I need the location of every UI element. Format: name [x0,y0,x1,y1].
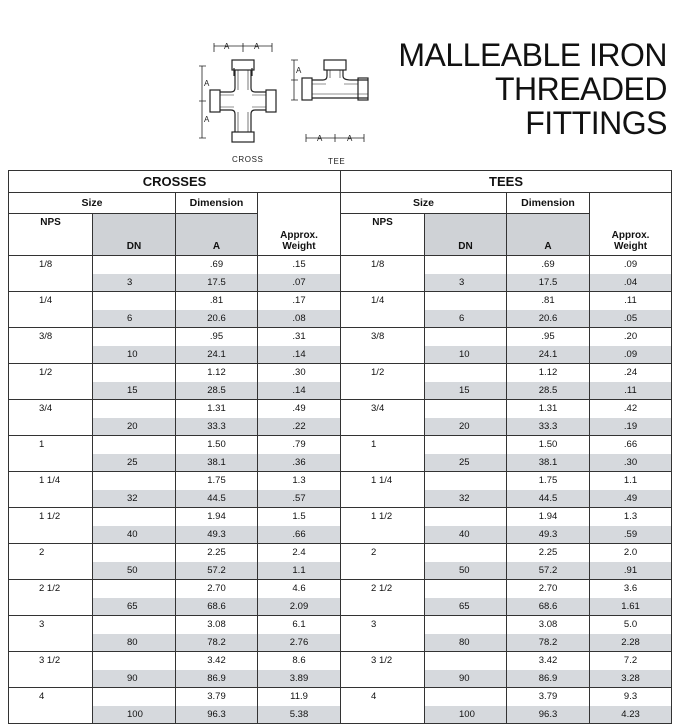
crosses-nps-cell: 1/8 [9,256,93,274]
tees-nps-cell: 3 1/2 [341,652,425,670]
crosses-a-inch-cell: .69 [176,256,258,274]
tees-a-mm-cell: 38.1 [507,454,590,472]
tees-a-inch-cell: 1.31 [507,400,590,418]
page-title [398,38,667,140]
tees-dn-cell: 15 [425,382,507,400]
crosses-dn-cell [93,688,176,706]
tees-a-mm-cell: 24.1 [507,346,590,364]
crosses-nps-cell: 3 [9,616,93,634]
crosses-nps-cell: 1 1/2 [9,508,93,526]
tees-nps-cell: 1 1/2 [341,508,425,526]
crosses-a-inch-cell: 1.31 [176,400,258,418]
crosses-nps-cell [9,346,93,364]
tees-a-inch-cell: 2.70 [507,580,590,598]
crosses-nps-cell: 1 1/4 [9,472,93,490]
tees-weight-kg-cell: 1.61 [590,598,672,616]
tees-a-inch-cell: 1.75 [507,472,590,490]
crosses-dn-cell: 10 [93,346,176,364]
crosses-weight-lb-cell: 6.1 [258,616,341,634]
tees-dn-cell: 20 [425,418,507,436]
table-row [9,364,672,382]
crosses-weight-lb-cell: 1.5 [258,508,341,526]
tees-dn-cell: 50 [425,562,507,580]
tees-weight-lb-cell: .24 [590,364,672,382]
tees-dn-cell: 3 [425,274,507,292]
crosses-dn-cell: 6 [93,310,176,328]
tees-a-inch-cell: 1.12 [507,364,590,382]
tees-weight-kg-cell: .19 [590,418,672,436]
crosses-a-inch-cell: 1.12 [176,364,258,382]
crosses-a-inch-cell: 3.79 [176,688,258,706]
crosses-nps-cell [9,634,93,652]
crosses-weight-lb-cell: 11.9 [258,688,341,706]
table-row [9,418,672,436]
table-row [9,454,672,472]
tees-weight-lb-cell: 5.0 [590,616,672,634]
crosses-size-header: Size [9,193,176,214]
crosses-nps-cell [9,310,93,328]
tees-weight-kg-cell: .49 [590,490,672,508]
tees-weight-lb-cell: .09 [590,256,672,274]
crosses-dn-cell: 100 [93,706,176,724]
tees-dn-cell [425,328,507,346]
tees-weight-kg-cell: 4.23 [590,706,672,724]
crosses-nps-cell [9,418,93,436]
tees-a-inch-cell: 3.08 [507,616,590,634]
crosses-weight-lb-cell: .15 [258,256,341,274]
crosses-a-mm-cell: 44.5 [176,490,258,508]
crosses-nps-cell: 3/4 [9,400,93,418]
tee-dim-label-bottom-1: A [317,134,323,143]
crosses-a-mm-cell: 96.3 [176,706,258,724]
tees-nps-cell: 3 [341,616,425,634]
crosses-nps-cell: 1/4 [9,292,93,310]
tees-weight-lb-cell: .42 [590,400,672,418]
tees-nps-cell: 2 [341,544,425,562]
crosses-weight-lb-cell: .49 [258,400,341,418]
crosses-nps-cell: 3 1/2 [9,652,93,670]
crosses-dn-cell [93,328,176,346]
tees-a-inch-cell: .95 [507,328,590,346]
table-row [9,526,672,544]
tees-a-mm-cell: 28.5 [507,382,590,400]
crosses-dn-cell [93,400,176,418]
crosses-a-inch-cell: 2.70 [176,580,258,598]
crosses-weight-kg-cell: 5.38 [258,706,341,724]
crosses-weight-kg-cell: .14 [258,346,341,364]
tees-weight-lb-cell: 9.3 [590,688,672,706]
tees-nps-cell [341,706,425,724]
crosses-nps-cell: 1/2 [9,364,93,382]
table-row [9,634,672,652]
crosses-nps-cell: 3/8 [9,328,93,346]
table-row [9,256,672,274]
crosses-dn-cell [93,364,176,382]
crosses-a-mm-cell: 38.1 [176,454,258,472]
tees-dn-cell [425,616,507,634]
tees-weight-lb-cell: 3.6 [590,580,672,598]
tees-dn-cell: 80 [425,634,507,652]
crosses-a-mm-cell: 78.2 [176,634,258,652]
crosses-nps-cell [9,382,93,400]
cross-dim-label-top-2: A [254,42,260,51]
tees-nps-cell: 3/4 [341,400,425,418]
tees-a-mm-cell: 49.3 [507,526,590,544]
tees-a-mm-cell: 86.9 [507,670,590,688]
tees-weight-lb-cell: .66 [590,436,672,454]
crosses-a-mm-cell: 86.9 [176,670,258,688]
crosses-dn-cell: 90 [93,670,176,688]
crosses-dn-cell [93,544,176,562]
tees-a-inch-cell: .81 [507,292,590,310]
tees-a-inch-cell: 1.94 [507,508,590,526]
tees-a-mm-cell: 57.2 [507,562,590,580]
table-row [9,436,672,454]
tees-dn-cell [425,436,507,454]
table-row [9,544,672,562]
crosses-nps-cell [9,454,93,472]
tees-weight-kg-cell: .91 [590,562,672,580]
crosses-weight-header [258,193,341,256]
crosses-dn-cell [93,652,176,670]
table-row [9,472,672,490]
table-row [9,382,672,400]
tees-weight-lb-cell: .11 [590,292,672,310]
crosses-weight-lb-cell: .30 [258,364,341,382]
table-row [9,292,672,310]
crosses-weight-kg-cell: 3.89 [258,670,341,688]
crosses-a-inch-cell: .95 [176,328,258,346]
tees-dn-cell: 40 [425,526,507,544]
tees-nps-cell [341,310,425,328]
tees-weight-kg-cell: .30 [590,454,672,472]
title-line-3: FITTINGS [525,105,667,141]
tees-weight-lb-cell: 1.3 [590,508,672,526]
tees-a-inch-cell: 3.79 [507,688,590,706]
crosses-a-inch-cell: 1.75 [176,472,258,490]
tees-a-inch-cell: .69 [507,256,590,274]
table-row [9,490,672,508]
crosses-dn-cell [93,256,176,274]
crosses-a-inch-cell: 1.50 [176,436,258,454]
tees-a-mm-cell: 96.3 [507,706,590,724]
tees-weight-header [590,193,672,256]
tees-header: TEES [341,171,672,193]
crosses-a-inch-cell: 3.42 [176,652,258,670]
tees-dn-cell [425,472,507,490]
crosses-a-inch-cell: 3.08 [176,616,258,634]
tee-dim-label-bottom-2: A [347,134,353,143]
tees-nps-cell [341,346,425,364]
tees-nps-cell [341,670,425,688]
crosses-weight-lb-cell: .79 [258,436,341,454]
crosses-dn-cell [93,616,176,634]
crosses-dn-cell: 80 [93,634,176,652]
tees-nps-cell [341,382,425,400]
tees-weight-kg-cell: .09 [590,346,672,364]
table-row [9,688,672,706]
tees-dn-cell [425,688,507,706]
fittings-table [8,170,672,724]
crosses-a-mm-cell: 57.2 [176,562,258,580]
crosses-dn-cell: 65 [93,598,176,616]
crosses-nps-cell: 4 [9,688,93,706]
tees-nps-cell [341,526,425,544]
crosses-weight-kg-cell: 2.76 [258,634,341,652]
title-line-1: MALLEABLE IRON [398,37,667,73]
crosses-weight-kg-cell: .66 [258,526,341,544]
crosses-dn-cell: 32 [93,490,176,508]
tees-nps-cell [341,634,425,652]
tees-a-mm-cell: 20.6 [507,310,590,328]
tees-dn-cell: 6 [425,310,507,328]
crosses-a-header: A [176,214,258,256]
tee-caption: TEE [328,157,346,166]
tees-a-inch-cell: 3.42 [507,652,590,670]
cross-dim-label-side-2: A [204,115,210,124]
tees-dn-cell [425,256,507,274]
crosses-nps-cell: 2 1/2 [9,580,93,598]
crosses-dn-cell: 3 [93,274,176,292]
cross-dim-label-top-1: A [224,42,230,51]
cross-fitting-drawing [194,38,424,168]
table-row [9,328,672,346]
tees-dn-cell [425,400,507,418]
crosses-weight-lb-cell: 2.4 [258,544,341,562]
crosses-a-mm-cell: 24.1 [176,346,258,364]
tees-a-mm-cell: 17.5 [507,274,590,292]
tees-weight-lb-cell: .20 [590,328,672,346]
tees-nps-cell [341,598,425,616]
crosses-dn-cell: 50 [93,562,176,580]
tees-nps-cell: 4 [341,688,425,706]
tees-dn-cell [425,580,507,598]
tees-nps-header: NPS [341,214,425,256]
crosses-nps-cell [9,670,93,688]
tees-weight-kg-cell: .04 [590,274,672,292]
crosses-a-mm-cell: 33.3 [176,418,258,436]
table-row [9,616,672,634]
crosses-nps-cell: 1 [9,436,93,454]
crosses-weight-kg-cell: .22 [258,418,341,436]
crosses-nps-cell: 2 [9,544,93,562]
tees-nps-cell: 1 [341,436,425,454]
tees-dimension-header: Dimension [507,193,590,214]
crosses-nps-cell [9,490,93,508]
tees-dn-cell [425,364,507,382]
tees-a-header: A [507,214,590,256]
table-row [9,562,672,580]
tees-nps-cell: 1 1/4 [341,472,425,490]
tees-dn-cell: 65 [425,598,507,616]
table-row [9,508,672,526]
tees-nps-cell [341,490,425,508]
tees-nps-cell: 2 1/2 [341,580,425,598]
crosses-nps-cell [9,274,93,292]
tees-dn-cell: 10 [425,346,507,364]
crosses-weight-kg-cell: 2.09 [258,598,341,616]
fitting-diagrams [194,38,424,168]
tees-dn-cell [425,292,507,310]
tees-weight-kg-cell: .05 [590,310,672,328]
crosses-dn-header: DN [93,214,176,256]
crosses-dn-cell: 40 [93,526,176,544]
table-row [9,580,672,598]
tees-dn-header: DN [425,214,507,256]
tee-dim-label-side: A [296,66,302,75]
crosses-weight-lb-cell: 4.6 [258,580,341,598]
tees-nps-cell: 1/8 [341,256,425,274]
tees-dn-cell: 25 [425,454,507,472]
tees-nps-cell: 1/4 [341,292,425,310]
cross-dim-label-side-1: A [204,79,210,88]
crosses-a-mm-cell: 20.6 [176,310,258,328]
tees-a-mm-cell: 68.6 [507,598,590,616]
crosses-dn-cell [93,580,176,598]
tees-a-inch-cell: 2.25 [507,544,590,562]
crosses-weight-kg-cell: .36 [258,454,341,472]
crosses-a-mm-cell: 49.3 [176,526,258,544]
tees-weight-lb-cell: 7.2 [590,652,672,670]
tees-size-header: Size [341,193,507,214]
crosses-dn-cell [93,436,176,454]
table-header-row-2 [9,193,672,214]
tees-weight-kg-cell: .11 [590,382,672,400]
crosses-dn-cell [93,292,176,310]
title-line-2: THREADED [494,71,667,107]
crosses-dn-cell: 25 [93,454,176,472]
crosses-a-inch-cell: .81 [176,292,258,310]
tees-dn-cell: 32 [425,490,507,508]
table-row [9,400,672,418]
table-row [9,706,672,724]
crosses-nps-header: NPS [9,214,93,256]
table-row [9,346,672,364]
crosses-header: CROSSES [9,171,341,193]
tees-weight-kg-cell: .59 [590,526,672,544]
crosses-weight-kg-cell: .08 [258,310,341,328]
table-row [9,652,672,670]
crosses-weight-kg-cell: .57 [258,490,341,508]
tees-nps-cell: 1/2 [341,364,425,382]
crosses-dn-cell: 15 [93,382,176,400]
tees-a-mm-cell: 44.5 [507,490,590,508]
crosses-weight-lb-cell: .17 [258,292,341,310]
crosses-weight-kg-cell: .14 [258,382,341,400]
table-header-row-3 [9,214,672,256]
tees-nps-cell: 3/8 [341,328,425,346]
tees-nps-cell [341,418,425,436]
tees-weight-lb-cell: 2.0 [590,544,672,562]
crosses-dimension-header: Dimension [176,193,258,214]
crosses-weight-lb-cell: 8.6 [258,652,341,670]
crosses-a-inch-cell: 1.94 [176,508,258,526]
crosses-weight-lb-cell: .31 [258,328,341,346]
tees-dn-cell [425,652,507,670]
tees-weight-lb-cell: 1.1 [590,472,672,490]
crosses-a-mm-cell: 17.5 [176,274,258,292]
tees-nps-cell [341,562,425,580]
tees-weight-label: Weight [613,241,648,252]
crosses-nps-cell [9,598,93,616]
tees-weight-kg-cell: 2.28 [590,634,672,652]
crosses-weight-kg-cell: .07 [258,274,341,292]
table-row [9,274,672,292]
crosses-dn-cell [93,472,176,490]
cross-caption: CROSS [232,155,264,164]
tees-a-mm-cell: 78.2 [507,634,590,652]
tees-a-inch-cell: 1.50 [507,436,590,454]
tees-dn-cell: 100 [425,706,507,724]
tees-a-mm-cell: 33.3 [507,418,590,436]
table-body [9,256,672,724]
tees-weight-kg-cell: 3.28 [590,670,672,688]
crosses-weight-kg-cell: 1.1 [258,562,341,580]
tees-approx-label: Approx. [611,230,650,241]
tees-nps-cell [341,454,425,472]
crosses-dn-cell [93,508,176,526]
crosses-nps-cell [9,562,93,580]
crosses-a-inch-cell: 2.25 [176,544,258,562]
table-row [9,670,672,688]
crosses-nps-cell [9,526,93,544]
table-header-row-1 [9,171,672,193]
crosses-weight-label: Weight [282,241,316,252]
tees-dn-cell [425,544,507,562]
table-row [9,310,672,328]
crosses-a-mm-cell: 28.5 [176,382,258,400]
crosses-weight-lb-cell: 1.3 [258,472,341,490]
crosses-nps-cell [9,706,93,724]
table-row [9,598,672,616]
tees-dn-cell: 90 [425,670,507,688]
crosses-dn-cell: 20 [93,418,176,436]
tees-dn-cell [425,508,507,526]
crosses-approx-label: Approx. [280,230,318,241]
crosses-a-mm-cell: 68.6 [176,598,258,616]
tees-nps-cell [341,274,425,292]
